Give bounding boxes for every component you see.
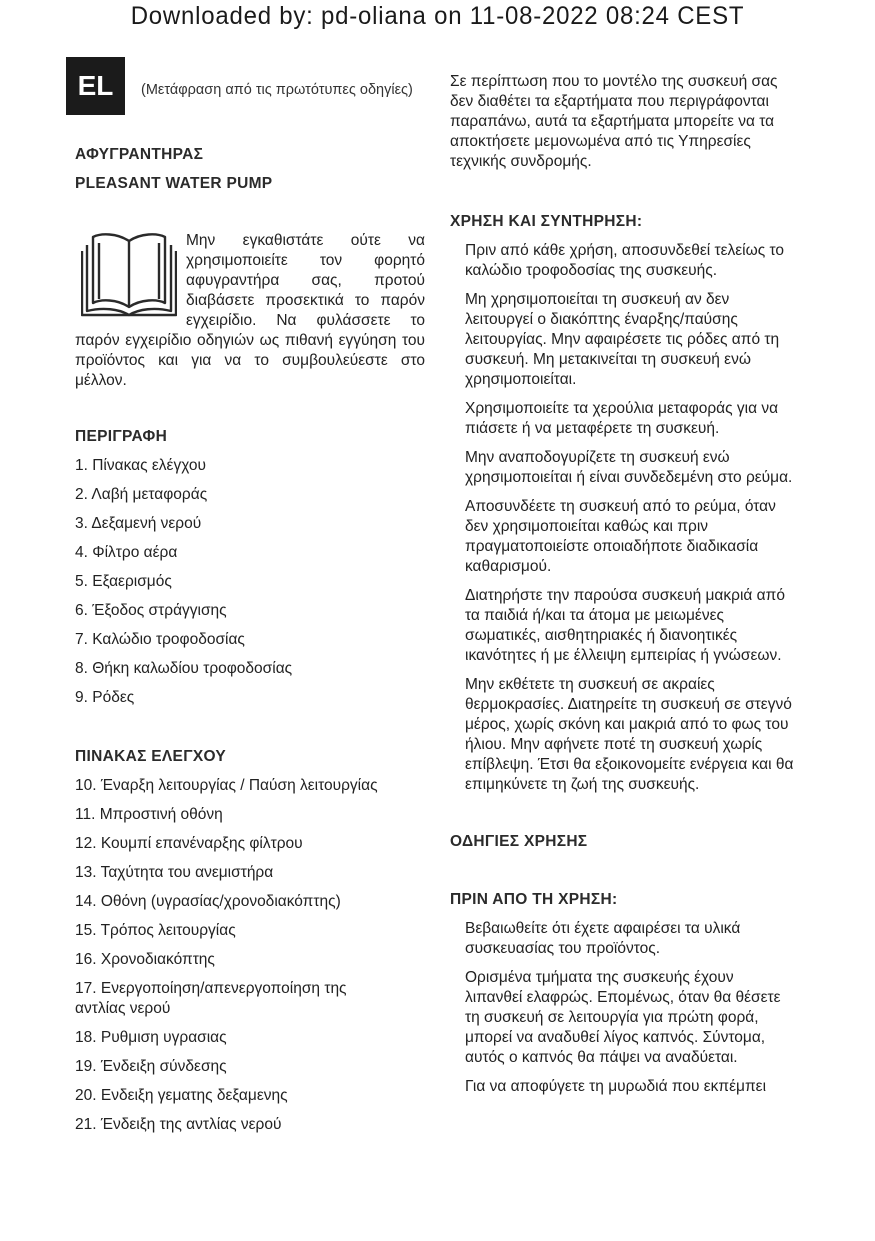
read-manual-icon [81, 231, 177, 317]
translation-note: (Μετάφραση από τις πρωτότυπες οδηγίες) [141, 82, 413, 98]
intro-block [75, 231, 425, 391]
control-panel-item: 19. Ένδειξη σύνδεσης [75, 1058, 227, 1075]
left-column [75, 145, 425, 1135]
description-item: 5. Εξαερισμός [75, 573, 172, 590]
use-maintenance-list [450, 241, 795, 795]
before-use-paragraph: Για να αποφύγετε τη μυρωδιά που εκπέμπει [465, 1078, 767, 1095]
download-banner: Downloaded by: pd-oliana on 11-08-2022 08:24 CEST [130, 2, 745, 30]
description-item: 4. Φίλτρο αέρα [75, 544, 178, 561]
before-use-heading: ΠΡΙΝ ΑΠΟ ΤΗ ΧΡΗΣΗ: [450, 891, 618, 908]
control-panel-item: 16. Χρονοδιακόπτης [75, 951, 215, 968]
use-paragraph: Αποσυνδέετε τη συσκευή από το ρεύμα, όταν δεν χρησιμοποιείται καθώς και πριν πραγματοποιείστε οποιαδήποτε διαδικασία καθαρισμού. [465, 498, 776, 575]
control-panel-item: 15. Τρόπος λειτουργίας [75, 922, 236, 939]
description-item: 3. Δεξαμενή νερού [75, 515, 202, 532]
description-item: 6. Έξοδος στράγγισης [75, 602, 227, 619]
control-panel-item: 11. Μπροστινή οθόνη [75, 806, 223, 823]
language-badge: EL [66, 57, 125, 115]
control-panel-list [75, 776, 425, 1135]
use-paragraph: Χρησιμοποιείτε τα χερούλια μεταφοράς για να πιάσετε ή να μεταφέρετε τη συσκευή. [465, 400, 779, 437]
before-use-paragraph: Ορισμένα τμήματα της συσκευής έχουν λιπανθεί ελαφρώς. Επομένως, όταν θα θέσετε τη συσκευή σε λειτουργία για πρώτη φορά, μπορεί να αναδυθεί λίγος καπνός. Σύντομα, αυτός ο καπνός θα πάψει να αναδύεται. [465, 969, 781, 1066]
description-heading: ΠΕΡΙΓΡΑΦΗ [75, 428, 168, 445]
before-use-paragraph: Βεβαιωθείτε ότι έχετε αφαιρέσει τα υλικά συσκευασίας του προϊόντος. [465, 920, 741, 957]
control-panel-item: 14. Οθόνη (υγρασίας/χρονοδιακόπτης) [75, 893, 341, 910]
use-paragraph: Μη χρησιμοποιείται τη συσκευή αν δεν λειτουργεί ο διακόπτης έναρξης/παύσης λειτουργίας. Μην αφαιρέσετε τις ρόδες από τη συσκευή. Μη μετακινείται τη συσκευή ενώ χρησιμοποιείται. [465, 291, 780, 388]
description-list [75, 456, 425, 708]
control-panel-item: 17. Ενεργοποίηση/απενεργοποίηση της αντλίας νερού [75, 980, 347, 1017]
description-item: 8. Θήκη καλωδίου τροφοδοσίας [75, 660, 293, 677]
description-item: 2. Λαβή μεταφοράς [75, 486, 208, 503]
use-paragraph: Διατηρήστε την παρούσα συσκευή μακριά από τα παιδιά ή/και τα άτομα με μειωμένες σωματικές, αισθητηριακές ή διανοητικές ικανότητες ή με έλλειψη εμπειρίας ή γνώσεων. [465, 587, 785, 664]
use-maintenance-heading: ΧΡΗΣΗ ΚΑΙ ΣΥΝΤΗΡΗΣΗ: [450, 213, 643, 230]
control-panel-item: 18. Ρυθμιση υγρασιας [75, 1029, 227, 1046]
intro-text: Μην εγκαθιστάτε ούτε να χρησιμοποιείτε τον φορητό αφυγραντήρα σας, προτού διαβάσετε προσεκτικά το παρόν εγχειρίδιο. Να φυλάσσετε το παρόν εγχειρίδιο οδηγιών ως πιθανή εγγύηση του προϊόντος και για να το συμβουλεύεστε στο μέλλον. [75, 232, 425, 389]
control-panel-item: 21. Ένδειξη της αντλίας νερού [75, 1116, 282, 1133]
description-item: 9. Ρόδες [75, 689, 135, 706]
control-panel-heading: ΠΙΝΑΚΑΣ ΕΛΕΓΧΟΥ [75, 748, 227, 765]
control-panel-item: 13. Ταχύτητα του ανεμιστήρα [75, 864, 274, 881]
before-use-list [450, 919, 795, 1097]
control-panel-item: 12. Κουμπί επανέναρξης φίλτρου [75, 835, 303, 852]
use-paragraph: Πριν από κάθε χρήση, αποσυνδεθεί τελείως το καλώδιο τροφοδοσίας της συσκευής. [465, 242, 785, 279]
product-type-title: ΑΦΥΓΡΑΝΤΗΡΑΣ [75, 146, 204, 163]
right-column [450, 72, 800, 1097]
use-paragraph: Μην εκθέτετε τη συσκευή σε ακραίες θερμοκρασίες. Διατηρείτε τη συσκευή σε στεγνό μέρος, χωρίς σκόνη και μακριά από το φως του ήλιου. Μην αφήνετε ποτέ τη συσκευή χωρίς επίβλεψη. Έτσι θα εξοικονομείτε ενέργεια και θα επιμηκύνετε τη ζωή της συσκευής. [465, 676, 794, 793]
control-panel-item: 20. Ενδειξη γεματης δεξαμενης [75, 1087, 288, 1104]
description-item: 7. Καλώδιο τροφοδοσίας [75, 631, 245, 648]
accessories-note: Σε περίπτωση που το μοντέλο της συσκευή σας δεν διαθέτει τα εξαρτήματα που περιγράφονται παραπάνω, αυτά τα εξαρτήματα μπορείτε να τα αποκτήσετε μεμονωμένα από τις Υπηρεσίες τεχνικής συνδρομής. [450, 73, 778, 170]
use-paragraph: Μην αναποδογυρίζετε τη συσκευή ενώ χρησιμοποιείται ή είναι συνδεδεμένη στο ρεύμα. [465, 449, 793, 486]
description-item: 1. Πίνακας ελέγχου [75, 457, 207, 474]
product-model-title: PLEASANT WATER PUMP [75, 175, 273, 192]
control-panel-item: 10. Έναρξη λειτουργίας / Παύση λειτουργίας [75, 777, 378, 794]
instructions-heading: ΟΔΗΓΙΕΣ ΧΡΗΣΗΣ [450, 833, 588, 850]
